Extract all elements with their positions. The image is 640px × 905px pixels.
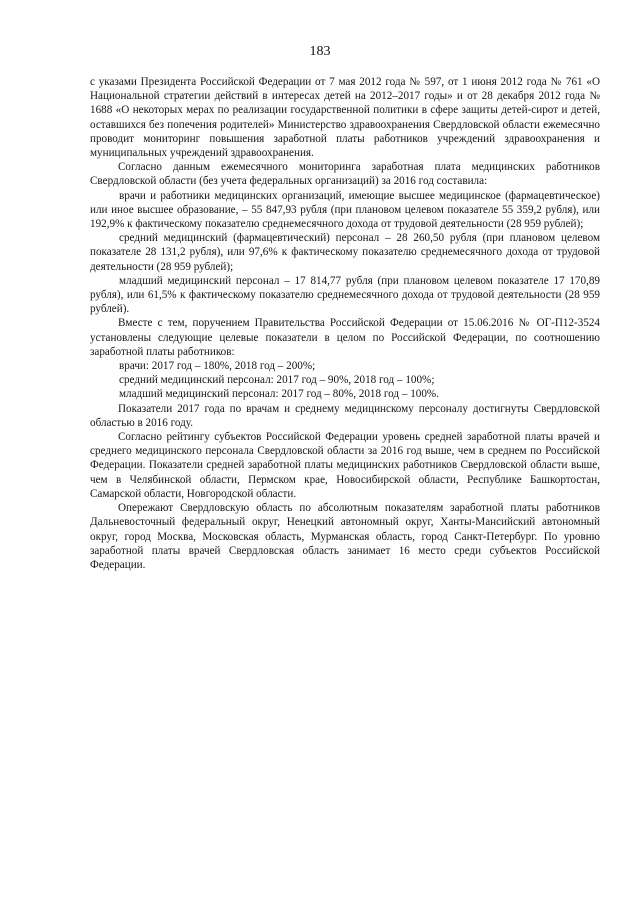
paragraph-doctors-salary: врачи и работники медицинских организаций, имеющие высшее медицинское (фармацевтическое) или иное высшее образование, – 55 847,93 рубля (при плановом целевом показателе 55 359,2 рубля), или 192,9% к фактическому показателю среднемесячного дохода от трудовой деятельности (28 959 рублей); — [90, 189, 600, 231]
paragraph-intro-continuation: с указами Президента Российской Федерации от 7 мая 2012 года № 597, от 1 июня 2012 года № 761 «О Национальной стратегии действий в интересах детей на 2012–2017 годы» и от 28 декабря 2012 года № 1688 «О некоторых мерах по реализации государственной политики в сфере защиты детей-сирот и детей, оставшихся без попечения родителей» Министерство здравоохранения Свердловской области ежемесячно проводит мониторинг повышения заработной платы работников учреждений здравоохранения и муниципальных учреждений здравоохранения. — [90, 76, 600, 160]
page-number: 183 — [309, 44, 331, 59]
paragraph-nurses-salary: средний медицинский (фармацевтический) персонал – 28 260,50 рубля (при плановом целевом показателе 28 131,2 рубля), или 97,6% к фактическому показателю среднемесячного дохода от трудовой деятельности (28 959 рублей); — [90, 232, 600, 273]
paragraph-regional-rating: Согласно рейтингу субъектов Российской Федерации уровень средней заработной платы врачей и среднего медицинского персонала Свердловской области за 2016 год выше, чем в среднем по Российской Федерации. Показатели средней заработной платы медицинских работников Свердловской области выше, чем в Челябинской области, Пермском крае, Новосибирской области, Республике Башкортостан, Самарской области, Новгородской области. — [90, 431, 600, 500]
paragraph-junior-staff-salary: младший медицинский персонал – 17 814,77 рубля (при плановом целевом показателе 17 170,89 рубля), или 61,5% к фактическому показателю среднемесячного дохода от трудовой деятельности (28 959 рублей). — [90, 274, 600, 316]
paragraph-government-targets: Вместе с тем, поручением Правительства Российской Федерации от 15.06.2016 № ОГ-П12-3524 установлены следующие целевые показатели в целом по Российской Федерации, по соотношению заработной платы работников: — [90, 317, 600, 358]
list-item-doctors-target: врачи: 2017 год – 180%, 2018 год – 200%; — [119, 360, 316, 373]
paragraph-leading-regions: Опережают Свердловскую область по абсолютным показателям заработной платы работников Дальневосточный федеральный округ, Ненецкий автономный округ, Ханты-Мансийский автономный округ, город Москва, Московская область, Мурманская область, город Санкт-Петербург. По уровню заработной платы врачей Свердловская область занимает 16 место среди субъектов Российской Федерации. — [90, 502, 600, 571]
list-item-nurses-target: средний медицинский персонал: 2017 год – 90%, 2018 год – 100%; — [119, 374, 435, 387]
paragraph-targets-achieved: Показатели 2017 года по врачам и среднему медицинскому персоналу достигнуты Свердловской областью в 2016 году. — [90, 402, 600, 429]
document-body — [90, 75, 600, 572]
paragraph-monitoring-data: Согласно данным ежемесячного мониторинга заработная плата медицинских работников Свердловской области (без учета федеральных организаций) за 2016 год составила: — [90, 161, 600, 188]
list-item-junior-staff-target: младший медицинский персонал: 2017 год – 80%, 2018 год – 100%. — [119, 388, 439, 401]
